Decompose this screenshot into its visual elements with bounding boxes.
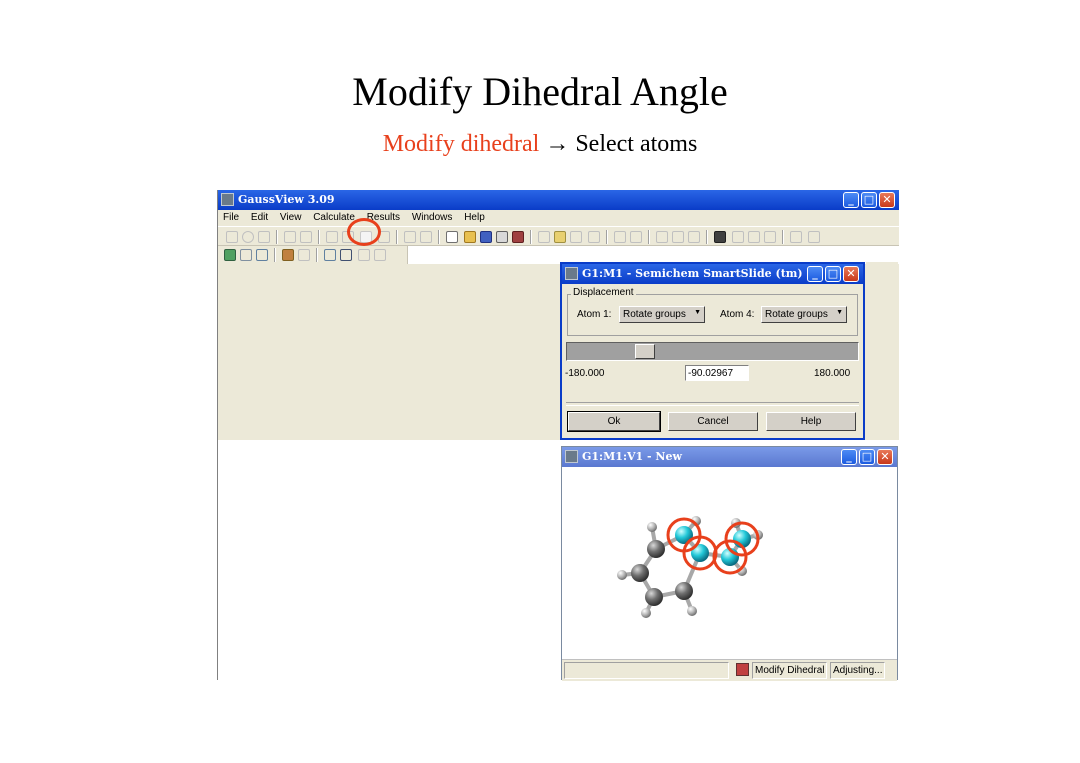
- paste-icon[interactable]: [570, 231, 582, 243]
- print-icon[interactable]: [496, 231, 508, 243]
- slide-subtitle: [0, 131, 1080, 158]
- viewer-window: [561, 446, 898, 680]
- toolbar-separator: [606, 230, 608, 244]
- angle-icon[interactable]: [300, 231, 312, 243]
- toolbar-separator: [396, 230, 398, 244]
- close-icon[interactable]: ✕: [879, 192, 895, 208]
- smartslide-titlebar[interactable]: [562, 264, 863, 284]
- close-icon[interactable]: ✕: [843, 266, 859, 282]
- delete-valence-icon[interactable]: [420, 231, 432, 243]
- toolbar-separator: [316, 248, 318, 262]
- r-label-icon[interactable]: [732, 231, 744, 243]
- toolbar-separator: [274, 248, 276, 262]
- dihedral-value-input[interactable]: [685, 365, 749, 381]
- resize-grip[interactable]: [866, 262, 898, 440]
- help-button[interactable]: Help: [766, 412, 856, 431]
- toolbar-separator: [530, 230, 532, 244]
- molecule-view[interactable]: [562, 467, 897, 657]
- slider-thumb[interactable]: [635, 344, 655, 359]
- statusbar-spacer: [564, 662, 729, 679]
- toolbar-separator: [276, 230, 278, 244]
- toolbar-row-1: [218, 226, 899, 246]
- rebond-icon[interactable]: [688, 231, 700, 243]
- menu-edit[interactable]: Edit: [250, 212, 269, 223]
- atom-icon[interactable]: [226, 231, 238, 243]
- image-icon[interactable]: [512, 231, 524, 243]
- status-mode: Modify Dihedral: [752, 662, 827, 679]
- brush-icon[interactable]: [748, 231, 760, 243]
- displacement-label: Displacement: [573, 287, 634, 298]
- render-icon[interactable]: [282, 249, 294, 261]
- atom4-dropdown[interactable]: [761, 306, 847, 323]
- status-state: Adjusting...: [830, 662, 885, 679]
- toolbar-separator: [782, 230, 784, 244]
- atom1-dropdown[interactable]: [619, 306, 705, 323]
- minimize-icon[interactable]: _: [841, 449, 857, 465]
- main-window-title: GaussView 3.09: [238, 193, 335, 206]
- cancel-button[interactable]: Cancel: [668, 412, 758, 431]
- bond-icon[interactable]: [284, 231, 296, 243]
- grid-icon[interactable]: [340, 249, 352, 261]
- help-icon[interactable]: [808, 231, 820, 243]
- viewer-titlebar[interactable]: [562, 447, 897, 467]
- maximize-icon[interactable]: □: [861, 192, 877, 208]
- chevron-down-icon: ▼: [836, 309, 843, 316]
- toolbar-separator: [318, 230, 320, 244]
- gaussview-app-icon: [221, 193, 234, 206]
- mode-icon: [736, 663, 749, 676]
- surface-icon[interactable]: [298, 249, 310, 261]
- builder-icon[interactable]: [224, 249, 236, 261]
- select-icon[interactable]: [240, 249, 252, 261]
- new-file-icon[interactable]: [446, 231, 458, 243]
- view-icon[interactable]: [256, 249, 268, 261]
- maximize-icon[interactable]: □: [825, 266, 841, 282]
- minimize-icon[interactable]: _: [807, 266, 823, 282]
- copy-icon[interactable]: [554, 231, 566, 243]
- menu-view[interactable]: View: [279, 212, 302, 223]
- dihedral-slider[interactable]: [566, 342, 859, 361]
- menu-windows[interactable]: Windows: [411, 212, 453, 223]
- add-valence-icon[interactable]: [404, 231, 416, 243]
- slider-min-label: -180.000: [565, 368, 605, 379]
- subtitle-highlight: Modify dihedral: [382, 131, 540, 157]
- viewer-statusbar: [562, 659, 897, 681]
- viewer-title: G1:M1:V1 - New: [582, 450, 682, 463]
- chevron-down-icon: ▼: [694, 309, 701, 316]
- fragment-icon[interactable]: [258, 231, 270, 243]
- symmetry-icon[interactable]: [656, 231, 668, 243]
- smartslide-title: G1:M1 - Semichem SmartSlide (tm): [582, 267, 803, 280]
- tile-icon[interactable]: [324, 249, 336, 261]
- paint-icon[interactable]: [764, 231, 776, 243]
- subtitle-rest: → Select atoms: [539, 131, 698, 157]
- modify-dihedral-highlight: [347, 218, 381, 246]
- atom1-label: Atom 1:: [577, 309, 612, 320]
- save-icon[interactable]: [480, 231, 492, 243]
- maximize-icon[interactable]: □: [859, 449, 875, 465]
- modify-bond-icon[interactable]: [326, 231, 338, 243]
- shield-icon[interactable]: [790, 231, 802, 243]
- cut-icon[interactable]: [538, 231, 550, 243]
- dialog-divider: [566, 402, 859, 406]
- toolbar-row-2: [218, 246, 408, 264]
- atom4-dropdown-value: Rotate groups: [765, 309, 828, 320]
- menu-file[interactable]: File: [223, 212, 240, 223]
- slide-title: Modify Dihedral Angle: [352, 69, 728, 114]
- toolbar-separator: [706, 230, 708, 244]
- close-icon[interactable]: ✕: [877, 449, 893, 465]
- smartslide-dialog: [560, 262, 865, 440]
- viewer-app-icon: [565, 450, 578, 463]
- main-titlebar[interactable]: [218, 190, 899, 210]
- redo-icon[interactable]: [630, 231, 642, 243]
- toolbar-separator: [648, 230, 650, 244]
- atom4-label: Atom 4:: [720, 309, 755, 320]
- clean-icon[interactable]: [672, 231, 684, 243]
- smartslide-app-icon: [565, 267, 578, 280]
- slider-max-label: 180.000: [814, 368, 851, 379]
- atom1-dropdown-value: Rotate groups: [623, 309, 686, 320]
- toolbar-separator: [438, 230, 440, 244]
- menu-help[interactable]: Help: [464, 212, 485, 223]
- ring-icon[interactable]: [242, 231, 254, 243]
- undo-icon[interactable]: [614, 231, 626, 243]
- open-file-icon[interactable]: [464, 231, 476, 243]
- menu-results[interactable]: Results: [366, 212, 401, 223]
- minimize-icon[interactable]: _: [843, 192, 859, 208]
- text-icon[interactable]: [714, 231, 726, 243]
- ok-button[interactable]: Ok: [568, 412, 660, 431]
- delete-icon[interactable]: [588, 231, 600, 243]
- menu-calculate[interactable]: Calculate: [313, 212, 355, 223]
- forward-icon[interactable]: [374, 249, 386, 261]
- back-icon[interactable]: [358, 249, 370, 261]
- menu-bar: [218, 210, 899, 226]
